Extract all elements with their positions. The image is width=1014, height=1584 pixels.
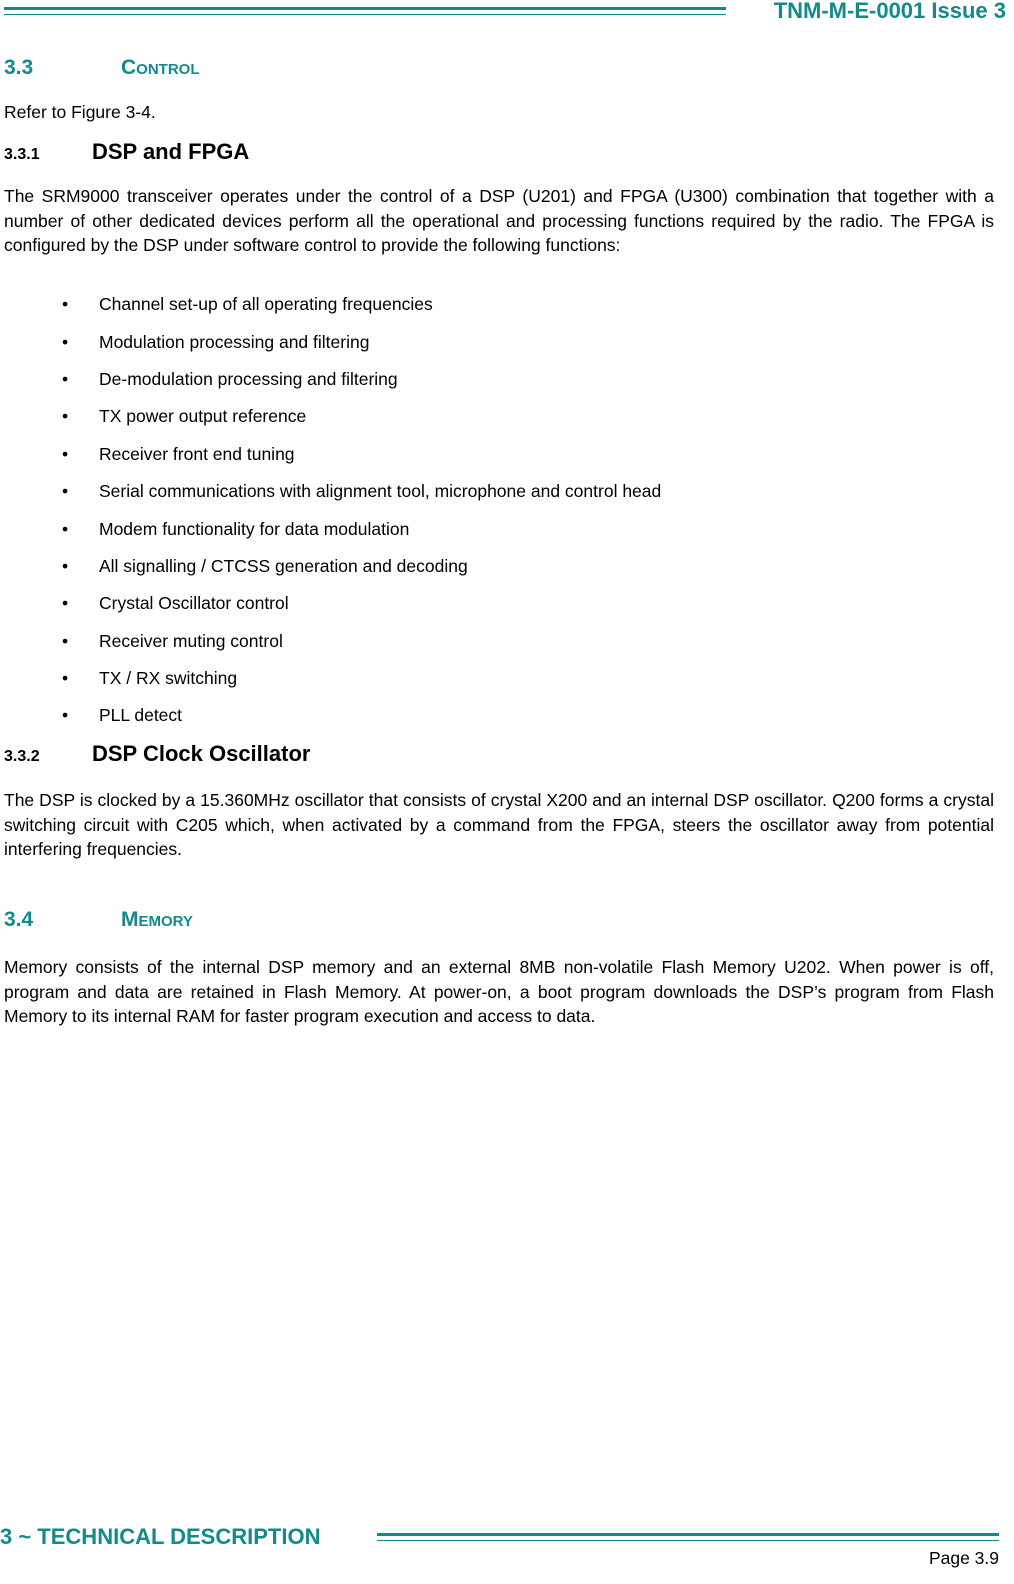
header-rule (4, 7, 726, 15)
subsection-number: 3.3.1 (4, 146, 40, 163)
bullet-icon: • (62, 444, 69, 464)
section-heading-memory (4, 908, 193, 932)
subsection-number: 3.3.2 (4, 748, 40, 765)
section-number: 3.3 (4, 56, 34, 79)
section-title: Memory (121, 908, 193, 931)
page-number: Page 3.9 (928, 1548, 999, 1568)
section-heading-control (4, 56, 200, 80)
bullet-icon: • (62, 332, 69, 352)
section-number: 3.4 (4, 908, 34, 931)
bullet-icon: • (62, 369, 69, 389)
subsection-title: DSP and FPGA (92, 139, 250, 164)
section-title: Control (121, 56, 200, 79)
bullet-icon: • (62, 294, 69, 314)
bullet-icon: • (62, 519, 69, 539)
paragraph-memory: Memory consists of the internal DSP memory and an external 8MB non-volatile Flash Memory U202. When power is off, program and data are retained in Flash Memory. At power-on, a boot program downloads the DSP’s program from Flash Memory to its internal RAM for faster program execution and access to data. (4, 957, 994, 1026)
subsection-heading-dsp-fpga (4, 139, 249, 165)
bullet-icon: • (62, 593, 69, 613)
subsection-title: DSP Clock Oscillator (92, 741, 311, 766)
paragraph-dsp-fpga: The SRM9000 transceiver operates under the control of a DSP (U201) and FPGA (U300) combination that together with a number of other dedicated devices perform all the operational and processing functions required by the radio. The FPGA is configured by the DSP under software control to provide the following functions: (4, 186, 994, 255)
subsection-heading-dsp-clock (4, 741, 310, 767)
document-id: TNM-M-E-0001 Issue 3 (773, 0, 1006, 23)
footer-rule (377, 1533, 999, 1541)
bullet-icon: • (62, 631, 69, 651)
refer-text: Refer to Figure 3-4. (4, 102, 156, 122)
bullet-icon: • (62, 481, 69, 501)
bullet-icon: • (62, 406, 69, 426)
paragraph-dsp-clock: The DSP is clocked by a 15.360MHz oscillator that consists of crystal X200 and an internal DSP oscillator. Q200 forms a crystal switching circuit with C205 which, when activated by a command from the FPGA, steers the oscillator away from potential interfering frequencies. (4, 790, 994, 859)
footer-chapter-title: 3 ~ TECHNICAL DESCRIPTION (0, 1524, 321, 1549)
bullet-icon: • (62, 556, 69, 576)
bullet-icon: • (62, 668, 69, 688)
bullet-icon: • (62, 705, 69, 725)
